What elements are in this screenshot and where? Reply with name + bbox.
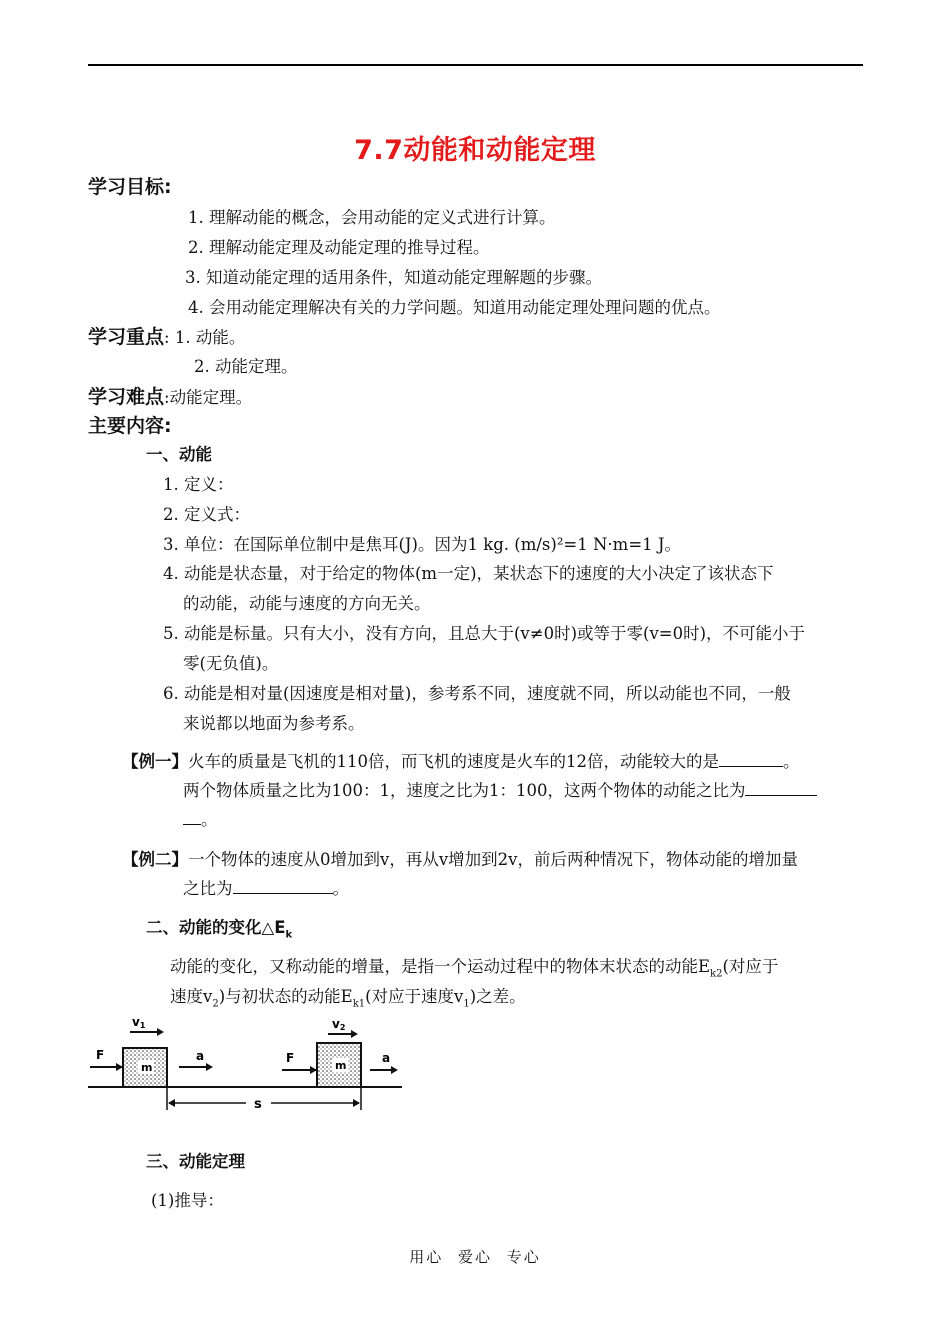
example2-tag: 【例二】 — [122, 850, 188, 869]
accel-label: a — [382, 1051, 391, 1065]
example1-line1: 【例一】火车的质量是飞机的110倍，而飞机的速度是火车的12倍，动能较大的是 。 — [122, 752, 800, 771]
example1-line3: 。 — [183, 806, 218, 830]
section1-item: 1. 定义： — [163, 475, 234, 494]
example2-line2: 之比为 。 — [183, 879, 349, 898]
example2-line1: 【例二】一个物体的速度从0增加到v，再从v增加到2v，前后两种情况下，物体动能的增加量 — [122, 850, 798, 869]
section1-item: 2. 定义式： — [163, 505, 250, 524]
goal-item: 2. 理解动能定理及动能定理的推导过程。 — [188, 238, 490, 257]
focus-label: 学习重点 — [88, 326, 165, 348]
goal-item: 3. 知道动能定理的适用条件，知道动能定理解题的步骤。 — [185, 268, 602, 287]
focus-row: 学习重点: 1. 动能。 — [88, 326, 246, 348]
header-rule — [88, 64, 863, 66]
section3-derive: (1)推导： — [151, 1191, 224, 1210]
section1-item: 5. 动能是标量。只有大小，没有方向，且总大于(v≠0时)或等于零(v=0时)，不可能小于 — [163, 624, 806, 643]
footer-word: 爱心 — [457, 1248, 492, 1266]
accel-label: a — [196, 1049, 205, 1063]
focus-item: 1. 动能。 — [174, 328, 246, 347]
section2-heading: 二、动能的变化$\triangle E_k$ — [146, 918, 293, 941]
answer-blank[interactable] — [745, 781, 817, 796]
distance-label: s — [254, 1097, 262, 1112]
answer-blank-cont[interactable] — [183, 810, 201, 825]
force-label: F — [286, 1051, 295, 1065]
goal-item: 1. 理解动能的概念，会用动能的定义式进行计算。 — [188, 208, 556, 227]
section2-text2: 速度$v_2$)与初状态的动能$E_{k1}$(对应于速度$v_1$)之差。 — [170, 987, 526, 1010]
example1-tag: 【例一】 — [122, 752, 188, 771]
page-footer — [0, 1246, 950, 1267]
section1-item: 来说都以地面为参考系。 — [183, 714, 365, 733]
section1-item: 6. 动能是相对量(因速度是相对量)，参考系不同，速度就不同，所以动能也不同，一般 — [163, 684, 791, 703]
kinetic-energy-diagram — [86, 1010, 404, 1118]
footer-word: 专心 — [506, 1248, 541, 1266]
section1-item: 零(无负值)。 — [183, 654, 279, 673]
difficulty-text: 动能定理。 — [169, 388, 253, 407]
difficulty-row: 学习难点:动能定理。 — [88, 386, 253, 408]
section2-text1: 动能的变化，又称动能的增量，是指一个运动过程中的物体末状态的动能$E_{k2}$(对应于 — [170, 957, 779, 980]
answer-blank[interactable] — [719, 752, 783, 767]
v1-label: v1 — [132, 1015, 146, 1030]
main-label: 主要内容: — [88, 415, 172, 437]
goal-item: 4. 会用动能定理解决有关的力学问题。知道用动能定理处理问题的优点。 — [188, 298, 721, 317]
mass-label: m — [141, 1061, 153, 1074]
goals-label: 学习目标: — [88, 176, 172, 198]
section3-heading: 三、动能定理 — [146, 1152, 245, 1171]
v2-label: v2 — [332, 1017, 346, 1032]
section1-item: 4. 动能是状态量，对于给定的物体(m一定)，某状态下的速度的大小决定了该状态下 — [163, 564, 774, 583]
answer-blank[interactable] — [233, 879, 333, 894]
force-label: F — [96, 1048, 105, 1062]
section1-heading: 一、动能 — [146, 445, 212, 464]
section1-item: 的动能，动能与速度的方向无关。 — [183, 594, 431, 613]
difficulty-label: 学习难点 — [88, 386, 165, 408]
example1-line2: 两个物体质量之比为100：1，速度之比为1：100，这两个物体的动能之比为 — [183, 777, 817, 801]
page-title: 7.7动能和动能定理 — [354, 135, 596, 166]
footer-word: 用心 — [409, 1248, 444, 1266]
mass-label: m — [335, 1059, 347, 1072]
focus-item: 2. 动能定理。 — [194, 357, 298, 376]
section1-item: 3. 单位：在国际单位制中是焦耳(J)。因为1 kg. (m/s)²=1 N·m=1 J。 — [163, 535, 682, 554]
